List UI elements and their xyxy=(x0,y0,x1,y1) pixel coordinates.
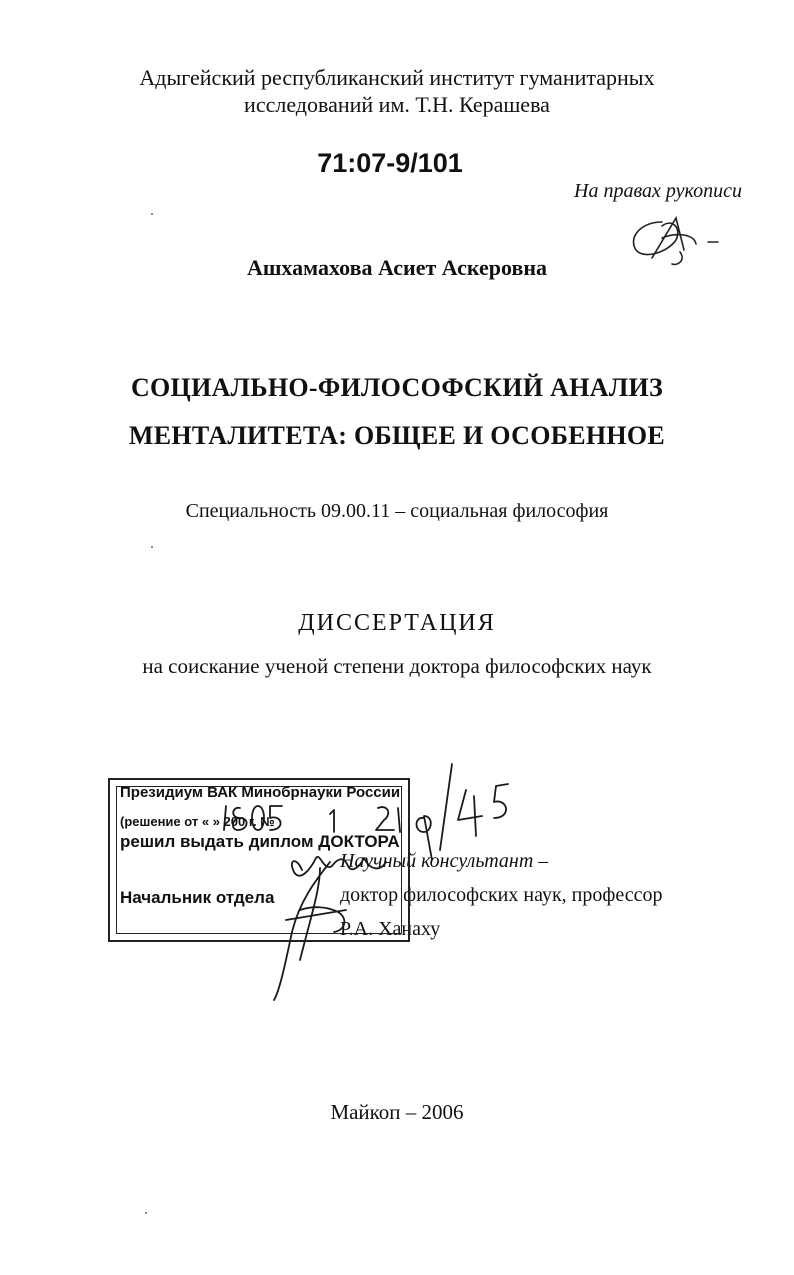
title-line-2: МЕНТАЛИТЕТА: ОБЩЕЕ И ОСОБЕННОЕ xyxy=(128,421,666,450)
document-type: ДИССЕРТАЦИЯ xyxy=(298,610,496,636)
stamp-line-decision: (решение от « » 200 г. № xyxy=(120,814,275,829)
stamp-line-presidium: Президиум ВАК Минобрнауки России xyxy=(120,784,401,801)
catalog-code: 71:07-9/101 xyxy=(317,148,463,178)
advisor-role: Научный консультант – xyxy=(340,850,549,872)
scan-speck xyxy=(151,213,153,215)
stamp-line-diploma: решил выдать диплом ДОКТОРА xyxy=(120,832,400,851)
institute-name xyxy=(0,64,794,118)
stamp-line-head: Начальник отдела xyxy=(120,888,275,907)
degree-description: на соискание ученой степени доктора философских наук xyxy=(142,654,652,678)
scan-speck xyxy=(151,546,153,548)
city-year: Майкоп – 2006 xyxy=(330,1100,464,1124)
dissertation-title xyxy=(0,364,794,460)
vak-stamp xyxy=(108,778,410,942)
institute-line-1: Адыгейский республиканский институт гуманитарных xyxy=(139,65,655,90)
advisor-name: Р.А. Ханаху xyxy=(340,918,441,940)
scan-speck xyxy=(145,1212,147,1214)
author-name: Ашхамахова Асиет Аскеровна xyxy=(246,255,548,280)
institute-line-2: исследований им. Т.Н. Керашева xyxy=(244,92,550,117)
manuscript-rights: На правах рукописи xyxy=(574,180,742,202)
title-line-1: СОЦИАЛЬНО-ФИЛОСОФСКИЙ АНАЛИЗ xyxy=(130,373,664,402)
specialty: Специальность 09.00.11 – социальная философия xyxy=(185,500,609,522)
advisor-credentials: доктор философских наук, профессор xyxy=(340,884,663,906)
stamp-inner-border xyxy=(116,786,402,934)
